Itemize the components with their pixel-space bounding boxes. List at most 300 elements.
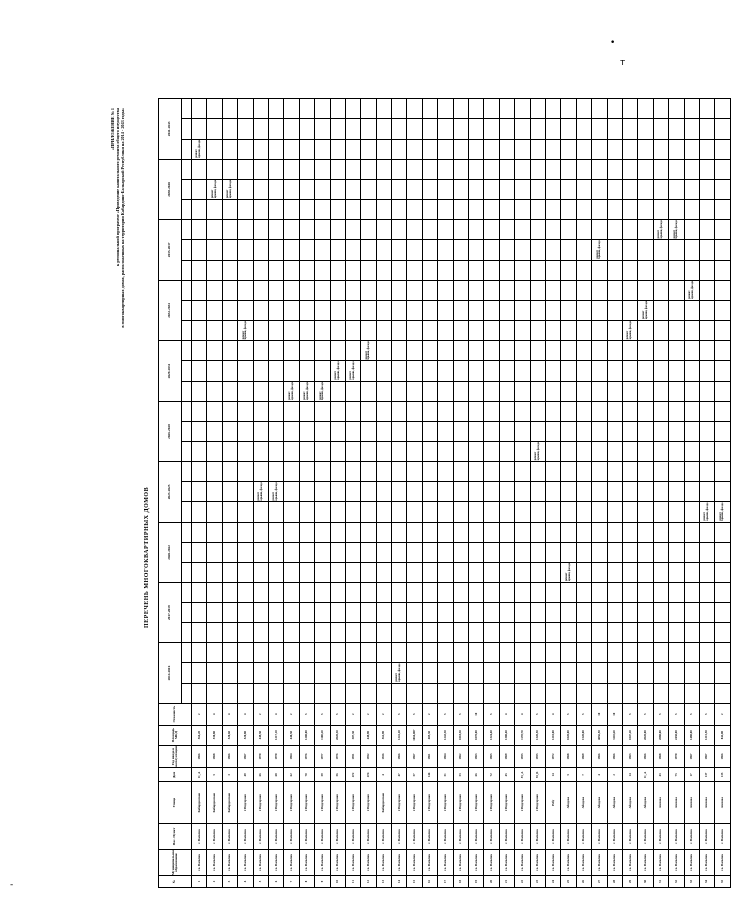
schedule-cell: [592, 300, 607, 320]
schedule-cell: [453, 179, 468, 199]
cell-n: 20: [484, 876, 499, 888]
schedule-cell: [669, 401, 684, 421]
schedule-cell: [515, 401, 530, 421]
cell-mo: г.о. Нальчик: [268, 849, 283, 875]
period-header: 2032-2034: [159, 280, 182, 341]
schedule-cell: [653, 381, 668, 401]
cell-a: 1480,00: [684, 725, 699, 745]
schedule-cell: [607, 562, 622, 582]
schedule-cell: [669, 200, 684, 220]
schedule-cell: [545, 300, 560, 320]
cell-a: 1520,00: [576, 725, 591, 745]
period-subheader-cell: [182, 643, 192, 663]
schedule-cell: [422, 643, 437, 663]
cell-a: 520,80: [238, 725, 253, 745]
schedule-cell: [222, 421, 237, 441]
schedule-cell: [315, 341, 330, 361]
schedule-cell: [469, 240, 484, 260]
schedule-cell: [453, 280, 468, 300]
schedule-cell: [715, 321, 730, 341]
schedule-cell: [407, 159, 422, 179]
schedule-cell: [315, 99, 330, 119]
cell-f: 4: [222, 703, 237, 725]
schedule-cell: [715, 119, 730, 139]
schedule-cell: [653, 683, 668, 703]
cell-np: г. Нальчик: [592, 824, 607, 850]
schedule-cell: [607, 502, 622, 522]
cell-y: 1967: [684, 745, 699, 768]
schedule-cell: [530, 583, 545, 603]
document-title: ПЕРЕЧЕНЬ МНОГОКВАРТИРНЫХ ДОМОВ: [144, 486, 150, 628]
schedule-cell: [422, 603, 437, 623]
schedule-cell: [407, 321, 422, 341]
schedule-cell: [669, 542, 684, 562]
schedule-cell: [392, 341, 407, 361]
schedule-cell: [207, 502, 222, 522]
schedule-cell: [284, 643, 299, 663]
cell-st: 2 Подгорная: [499, 782, 514, 824]
schedule-cell: [622, 643, 637, 663]
schedule-cell: [392, 462, 407, 482]
schedule-cell: [684, 623, 699, 643]
schedule-cell: [253, 300, 268, 320]
cell-a: 3110,60: [607, 725, 622, 745]
cell-f: 2: [345, 703, 360, 725]
schedule-cell: [407, 522, 422, 542]
schedule-cell: [592, 583, 607, 603]
schedule-cell: [622, 522, 637, 542]
schedule-cell: [438, 502, 453, 522]
schedule-cell: [238, 401, 253, 421]
scheduled-work-block: ремонт крыши, фасада: [330, 361, 345, 381]
schedule-cell: [715, 280, 730, 300]
schedule-cell: [376, 139, 391, 159]
schedule-cell: [345, 663, 360, 683]
table-row: [392, 99, 407, 888]
schedule-cell: [669, 603, 684, 623]
table-row: [669, 99, 684, 888]
schedule-cell: [392, 260, 407, 280]
cell-y: 1976: [299, 745, 314, 768]
schedule-cell: [530, 623, 545, 643]
schedule-cell: [238, 240, 253, 260]
schedule-cell: [407, 381, 422, 401]
schedule-cell: [453, 300, 468, 320]
cell-n: 30: [638, 876, 653, 888]
cell-a: 449,50: [253, 725, 268, 745]
schedule-cell: [622, 603, 637, 623]
schedule-cell: [345, 159, 360, 179]
period-subheader-cell: [182, 482, 192, 502]
schedule-cell: [361, 179, 376, 199]
schedule-cell: [376, 159, 391, 179]
schedule-cell: [299, 562, 314, 582]
schedule-cell: [192, 119, 207, 139]
schedule-cell: [253, 159, 268, 179]
schedule-cell: [238, 159, 253, 179]
schedule-cell: [315, 159, 330, 179]
schedule-cell: [207, 643, 222, 663]
schedule-cell: [484, 623, 499, 643]
cell-f: 5: [407, 703, 422, 725]
schedule-cell: [669, 361, 684, 381]
schedule-cell: [422, 502, 437, 522]
schedule-cell: [392, 603, 407, 623]
schedule-cell: [299, 482, 314, 502]
cell-f: 5: [669, 703, 684, 725]
schedule-cell: [469, 381, 484, 401]
corner-mark: т: [620, 58, 626, 68]
schedule-cell: [484, 683, 499, 703]
schedule-cell: [361, 240, 376, 260]
cell-mo: г.о. Нальчик: [484, 849, 499, 875]
schedule-cell: [407, 179, 422, 199]
cell-mo: г.о. Нальчик: [438, 849, 453, 875]
schedule-cell: [299, 159, 314, 179]
schedule-cell: [207, 462, 222, 482]
schedule-cell: [669, 562, 684, 582]
cell-h: 62: [284, 768, 299, 782]
schedule-cell: [669, 381, 684, 401]
schedule-cell: [576, 321, 591, 341]
schedule-cell: [669, 321, 684, 341]
scheduled-work-block: ремонт крыши, фасада: [699, 502, 714, 522]
schedule-cell: [592, 381, 607, 401]
schedule-cell: [653, 280, 668, 300]
schedule-cell: [653, 321, 668, 341]
schedule-cell: [299, 119, 314, 139]
schedule-cell: [592, 542, 607, 562]
schedule-cell: [315, 441, 330, 461]
cell-h: 2: [607, 768, 622, 782]
schedule-cell: [192, 603, 207, 623]
schedule-cell: [361, 139, 376, 159]
scheduled-work-block: ремонт крыши, фасада: [638, 300, 653, 320]
cell-f: 5: [438, 703, 453, 725]
cell-h: 66: [253, 768, 268, 782]
schedule-cell: [361, 663, 376, 683]
schedule-cell: [361, 361, 376, 381]
schedule-cell: [607, 220, 622, 240]
cell-y: 1964: [284, 745, 299, 768]
schedule-cell: [561, 683, 576, 703]
schedule-cell: [561, 522, 576, 542]
schedule-cell: [622, 179, 637, 199]
schedule-cell: [192, 179, 207, 199]
cell-a: 1070,00: [469, 725, 484, 745]
schedule-cell: [607, 159, 622, 179]
schedule-cell: [376, 341, 391, 361]
cell-h: 11_А: [638, 768, 653, 782]
schedule-cell: [576, 341, 591, 361]
cell-mo: г.о. Нальчик: [238, 849, 253, 875]
schedule-cell: [238, 119, 253, 139]
schedule-cell: [284, 220, 299, 240]
schedule-cell: [530, 220, 545, 240]
schedule-cell: [699, 583, 714, 603]
schedule-cell: [638, 542, 653, 562]
schedule-cell: [453, 159, 468, 179]
scheduled-work-block: ремонт крыши, фасада: [268, 482, 283, 502]
schedule-cell: [545, 643, 560, 663]
cell-h: 472: [345, 768, 360, 782]
schedule-cell: [653, 462, 668, 482]
schedule-cell: [268, 623, 283, 643]
schedule-cell: [469, 562, 484, 582]
schedule-cell: [669, 683, 684, 703]
schedule-cell: [684, 583, 699, 603]
cell-mo: г.о. Нальчик: [407, 849, 422, 875]
schedule-cell: [576, 119, 591, 139]
period-subheader-cell: [182, 683, 192, 703]
cell-np: г. Нальчик: [453, 824, 468, 850]
schedule-cell: [638, 381, 653, 401]
schedule-cell: [238, 381, 253, 401]
schedule-cell: [592, 119, 607, 139]
schedule-cell: [576, 663, 591, 683]
schedule-cell: [438, 542, 453, 562]
column-header: Дом: [159, 768, 192, 782]
schedule-cell: [330, 300, 345, 320]
schedule-cell: [222, 502, 237, 522]
schedule-cell: [561, 300, 576, 320]
schedule-cell: [238, 341, 253, 361]
schedule-cell: [638, 361, 653, 381]
schedule-cell: [222, 643, 237, 663]
schedule-cell: [284, 401, 299, 421]
schedule-cell: [484, 462, 499, 482]
schedule-cell: [315, 502, 330, 522]
schedule-cell: [499, 381, 514, 401]
schedule-cell: [484, 300, 499, 320]
schedule-cell: [715, 300, 730, 320]
schedule-cell: [253, 179, 268, 199]
cell-a: 1020,00: [561, 725, 576, 745]
cell-f: 5: [699, 703, 714, 725]
schedule-cell: [499, 401, 514, 421]
schedule-cell: [345, 502, 360, 522]
schedule-cell: [222, 683, 237, 703]
schedule-cell: [530, 99, 545, 119]
schedule-cell: [592, 421, 607, 441]
schedule-cell: [192, 99, 207, 119]
schedule-cell: [576, 502, 591, 522]
schedule-cell: [653, 119, 668, 139]
schedule-cell: [607, 179, 622, 199]
schedule-cell: [592, 200, 607, 220]
schedule-cell: [638, 623, 653, 643]
schedule-cell: [530, 381, 545, 401]
schedule-cell: [576, 583, 591, 603]
schedule-cell: [284, 522, 299, 542]
cell-y: 1967: [238, 745, 253, 768]
schedule-cell: [222, 99, 237, 119]
schedule-cell: [545, 502, 560, 522]
schedule-cell: [392, 502, 407, 522]
schedule-cell: [484, 643, 499, 663]
schedule-cell: [345, 401, 360, 421]
schedule-cell: [684, 421, 699, 441]
schedule-cell: [499, 139, 514, 159]
schedule-cell: [345, 623, 360, 643]
cell-np: г. Нальчик: [607, 824, 622, 850]
schedule-cell: [407, 462, 422, 482]
cell-n: 24: [545, 876, 560, 888]
schedule-cell: [315, 179, 330, 199]
schedule-cell: [669, 462, 684, 482]
schedule-cell: [638, 502, 653, 522]
schedule-cell: [499, 119, 514, 139]
schedule-cell: [392, 542, 407, 562]
schedule-cell: [376, 441, 391, 461]
schedule-cell: [192, 321, 207, 341]
schedule-cell: [653, 139, 668, 159]
schedule-cell: [407, 401, 422, 421]
schedule-cell: [561, 401, 576, 421]
schedule-cell: [576, 361, 591, 381]
schedule-cell: [284, 583, 299, 603]
schedule-cell: [268, 462, 283, 482]
schedule-cell: [315, 139, 330, 159]
schedule-cell: [330, 643, 345, 663]
schedule-cell: [315, 462, 330, 482]
period-subheader-cell: [182, 99, 192, 119]
schedule-cell: [561, 482, 576, 502]
schedule-cell: [345, 542, 360, 562]
cell-st: Ахохова: [653, 782, 668, 824]
schedule-cell: [284, 341, 299, 361]
schedule-cell: [192, 361, 207, 381]
schedule-cell: [622, 361, 637, 381]
schedule-cell: [607, 663, 622, 683]
schedule-cell: [561, 139, 576, 159]
schedule-cell: [207, 623, 222, 643]
schedule-cell: [499, 179, 514, 199]
schedule-cell: [268, 583, 283, 603]
scheduled-work-block: ремонт крыши, фасада: [530, 441, 545, 461]
schedule-cell: [376, 603, 391, 623]
schedule-cell: [376, 401, 391, 421]
schedule-cell: [669, 139, 684, 159]
schedule-cell: [407, 683, 422, 703]
schedule-cell: [422, 663, 437, 683]
cell-y: 1951: [345, 745, 360, 768]
schedule-cell: [453, 401, 468, 421]
schedule-cell: [715, 220, 730, 240]
cell-mo: г.о. Нальчик: [253, 849, 268, 875]
schedule-cell: [545, 341, 560, 361]
period-subheader-cell: [182, 159, 192, 179]
schedule-cell: [484, 502, 499, 522]
schedule-cell: [284, 421, 299, 441]
schedule-cell: [530, 562, 545, 582]
schedule-cell: [192, 401, 207, 421]
schedule-cell: [515, 260, 530, 280]
cell-mo: г.о. Нальчик: [284, 849, 299, 875]
cell-a: 1324,40: [484, 725, 499, 745]
schedule-cell: [469, 441, 484, 461]
cell-a: 520,60: [222, 725, 237, 745]
schedule-cell: [438, 240, 453, 260]
cell-h: 55_Б: [530, 768, 545, 782]
scheduled-work-block: ремонт крыши, фасада: [715, 502, 730, 522]
schedule-cell: [530, 683, 545, 703]
schedule-cell: [715, 542, 730, 562]
schedule-cell: [438, 462, 453, 482]
cell-f: 4: [268, 703, 283, 725]
schedule-cell: [315, 361, 330, 381]
schedule-cell: [545, 220, 560, 240]
schedule-cell: [530, 462, 545, 482]
schedule-cell: [530, 361, 545, 381]
schedule-cell: [361, 502, 376, 522]
cell-h: 75: [669, 768, 684, 782]
schedule-cell: [376, 502, 391, 522]
schedule-cell: [222, 462, 237, 482]
schedule-cell: [576, 139, 591, 159]
schedule-cell: [222, 562, 237, 582]
schedule-cell: [207, 562, 222, 582]
schedule-cell: [438, 119, 453, 139]
schedule-cell: [699, 300, 714, 320]
schedule-cell: [684, 139, 699, 159]
schedule-cell: [376, 643, 391, 663]
schedule-cell: [284, 200, 299, 220]
schedule-cell: [376, 300, 391, 320]
schedule-cell: [530, 179, 545, 199]
cell-n: 33: [684, 876, 699, 888]
schedule-cell: [192, 280, 207, 300]
schedule-cell: [607, 119, 622, 139]
schedule-cell: [330, 139, 345, 159]
schedule-cell: [699, 341, 714, 361]
schedule-cell: [284, 603, 299, 623]
schedule-cell: [222, 482, 237, 502]
period-subheader-cell: [182, 502, 192, 522]
cell-h: 4: [592, 768, 607, 782]
schedule-cell: [392, 139, 407, 159]
schedule-cell: [438, 522, 453, 542]
schedule-cell: [192, 663, 207, 683]
schedule-cell: [592, 663, 607, 683]
schedule-cell: [253, 643, 268, 663]
schedule-cell: [622, 200, 637, 220]
schedule-cell: [715, 663, 730, 683]
scheduled-work-block: ремонт крыши, фасада: [622, 321, 637, 341]
schedule-cell: [684, 159, 699, 179]
schedule-cell: [453, 482, 468, 502]
schedule-cell: [345, 562, 360, 582]
schedule-cell: [222, 119, 237, 139]
cell-mo: г.о. Нальчик: [469, 849, 484, 875]
cell-st: Ребу: [545, 782, 560, 824]
schedule-cell: [238, 482, 253, 502]
schedule-cell: [607, 260, 622, 280]
schedule-cell: [392, 179, 407, 199]
scheduled-work-block: ремонт крыши, фасада: [315, 381, 330, 401]
schedule-cell: [699, 562, 714, 582]
schedule-cell: [207, 542, 222, 562]
period-subheader-cell: [182, 381, 192, 401]
schedule-cell: [715, 200, 730, 220]
schedule-cell: [638, 482, 653, 502]
schedule-cell: [453, 441, 468, 461]
table-row: [684, 99, 699, 888]
schedule-cell: [453, 421, 468, 441]
schedule-cell: [638, 220, 653, 240]
schedule-cell: [253, 260, 268, 280]
schedule-cell: [330, 502, 345, 522]
